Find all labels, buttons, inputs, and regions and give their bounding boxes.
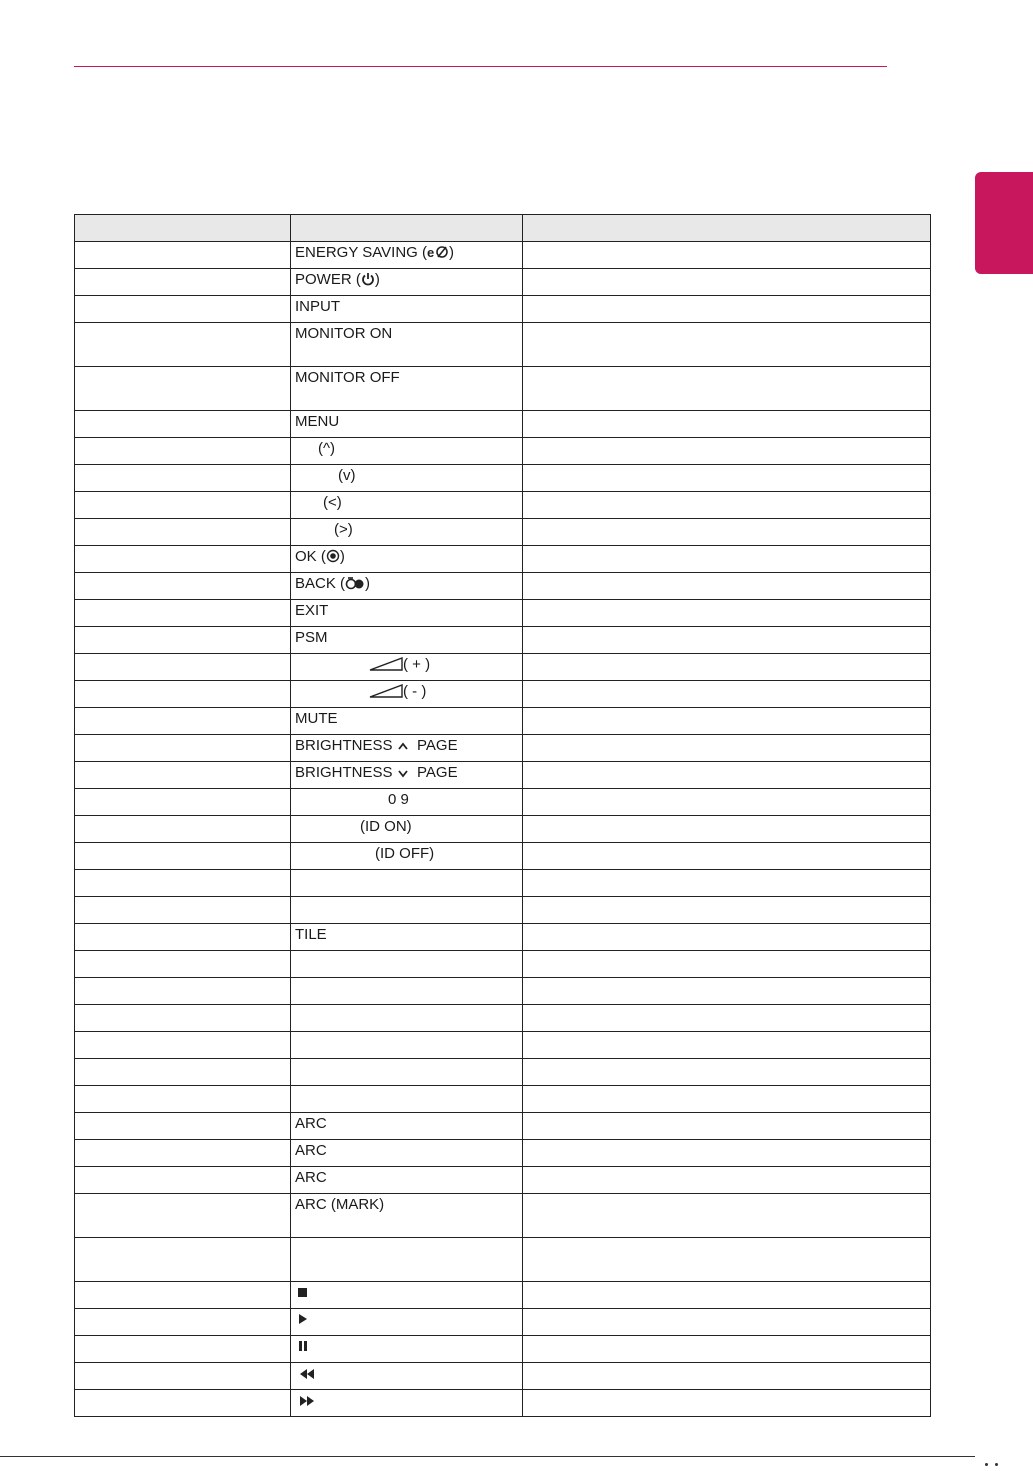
remote-code-table <box>74 214 931 1417</box>
command-key-cell <box>291 411 523 438</box>
table-cell <box>523 843 931 870</box>
table-cell <box>523 924 931 951</box>
table-row <box>75 978 931 1005</box>
command-key-label: MONITOR ON <box>295 325 393 342</box>
table-row <box>75 438 931 465</box>
table-cell <box>523 627 931 654</box>
footer-rule <box>0 1456 975 1457</box>
table-row <box>75 242 931 269</box>
table-cell <box>523 1336 931 1363</box>
stop-icon <box>295 1284 307 1301</box>
table-cell <box>75 519 291 546</box>
command-key-label: EXIT <box>295 602 329 619</box>
table-cell <box>523 1363 931 1390</box>
language-tab <box>975 172 1033 274</box>
command-key-label: 0 9 <box>388 791 409 808</box>
table-cell <box>75 546 291 573</box>
table-header-row <box>75 215 931 242</box>
table-cell <box>523 1059 931 1086</box>
command-key-cell <box>291 1140 523 1167</box>
table-row <box>75 546 931 573</box>
header-cell <box>523 215 931 242</box>
table-cell <box>523 762 931 789</box>
command-key-cell <box>291 1194 523 1238</box>
table-cell <box>75 681 291 708</box>
svg-text:e: e <box>426 245 435 259</box>
command-key-cell <box>291 296 523 323</box>
command-key-label: (v) <box>338 467 356 484</box>
command-key-label: PSM <box>295 629 328 646</box>
command-key-cell <box>291 897 523 924</box>
command-key-cell <box>291 367 523 411</box>
table-cell <box>523 654 931 681</box>
table-cell <box>523 1309 931 1336</box>
command-key-label: ARC <box>295 1142 327 1159</box>
table-cell <box>75 1113 291 1140</box>
table-row <box>75 1113 931 1140</box>
command-key-suffix: ) <box>448 244 454 261</box>
command-key-cell <box>291 1282 523 1309</box>
command-key-cell <box>291 492 523 519</box>
table-cell <box>523 897 931 924</box>
table-cell <box>523 816 931 843</box>
table-cell <box>75 438 291 465</box>
table-cell <box>75 978 291 1005</box>
table-cell <box>75 870 291 897</box>
table-cell <box>523 789 931 816</box>
table-cell <box>523 1167 931 1194</box>
ok-target-icon <box>326 548 340 565</box>
command-key-cell <box>291 1238 523 1282</box>
table-row <box>75 600 931 627</box>
table-cell <box>75 492 291 519</box>
command-key-cell <box>291 269 523 296</box>
command-key-cell <box>291 924 523 951</box>
energy-saving-icon <box>427 244 449 261</box>
table-cell <box>75 1363 291 1390</box>
table-cell <box>523 411 931 438</box>
command-key-cell <box>291 519 523 546</box>
table-row <box>75 870 931 897</box>
table-row <box>75 1390 931 1417</box>
table-row <box>75 762 931 789</box>
table-cell <box>75 367 291 411</box>
command-key-cell <box>291 242 523 269</box>
table-cell <box>75 735 291 762</box>
command-key-suffix: ) <box>365 575 371 592</box>
header-cell <box>75 215 291 242</box>
table-row <box>75 1309 931 1336</box>
table-row <box>75 1086 931 1113</box>
command-key-cell <box>291 681 523 708</box>
table-row <box>75 654 931 681</box>
table-cell <box>75 1140 291 1167</box>
table-cell <box>523 438 931 465</box>
chevron-up-icon <box>397 737 409 754</box>
command-key-cell <box>291 1059 523 1086</box>
table-row <box>75 1238 931 1282</box>
command-key-label: MENU <box>295 413 340 430</box>
command-key-label: POWER ( <box>295 271 361 288</box>
table-cell <box>523 242 931 269</box>
table-cell <box>75 1238 291 1282</box>
table-cell <box>523 1032 931 1059</box>
table-cell <box>523 465 931 492</box>
command-key-cell <box>291 546 523 573</box>
play-icon <box>295 1311 307 1328</box>
command-key-cell <box>291 600 523 627</box>
command-key-cell <box>291 1167 523 1194</box>
table-cell <box>75 1309 291 1336</box>
table-cell <box>75 1336 291 1363</box>
table-cell <box>523 573 931 600</box>
table-cell <box>75 816 291 843</box>
table-cell <box>523 870 931 897</box>
table-cell <box>75 465 291 492</box>
table-cell <box>75 1032 291 1059</box>
command-key-label: OK ( <box>295 548 326 565</box>
table-row <box>75 789 931 816</box>
table-row <box>75 1363 931 1390</box>
table-row <box>75 573 931 600</box>
table-cell <box>75 654 291 681</box>
volume-ramp-icon <box>369 683 403 700</box>
chevron-down-icon <box>397 764 409 781</box>
command-key-cell <box>291 870 523 897</box>
fast-forward-icon <box>295 1392 315 1409</box>
command-key-cell <box>291 843 523 870</box>
table-cell <box>75 242 291 269</box>
command-key-suffix: PAGE <box>408 764 458 781</box>
table-row <box>75 1005 931 1032</box>
command-key-cell <box>291 1113 523 1140</box>
command-key-cell <box>291 654 523 681</box>
table-cell <box>75 323 291 367</box>
command-key-label: (^) <box>318 440 336 457</box>
table-cell <box>75 1005 291 1032</box>
table-row <box>75 627 931 654</box>
command-key-cell <box>291 1086 523 1113</box>
command-key-cell <box>291 762 523 789</box>
table-cell <box>75 924 291 951</box>
table-cell <box>523 1005 931 1032</box>
power-icon <box>361 271 375 288</box>
table-cell <box>523 1194 931 1238</box>
table-cell <box>75 1059 291 1086</box>
command-key-cell <box>291 627 523 654</box>
table-row <box>75 1282 931 1309</box>
command-key-cell <box>291 1363 523 1390</box>
command-key-label: ( - ) <box>403 683 427 700</box>
command-key-cell <box>291 789 523 816</box>
table-cell <box>75 1194 291 1238</box>
table-row <box>75 411 931 438</box>
volume-ramp-icon <box>369 656 403 673</box>
table-cell <box>523 978 931 1005</box>
table-cell <box>75 296 291 323</box>
table-row <box>75 367 931 411</box>
table-row <box>75 897 931 924</box>
table-cell <box>523 367 931 411</box>
table-cell <box>523 1282 931 1309</box>
table-cell <box>523 269 931 296</box>
command-key-label: (>) <box>334 521 353 538</box>
table-row <box>75 708 931 735</box>
table-row <box>75 269 931 296</box>
command-key-cell <box>291 573 523 600</box>
table-row <box>75 1167 931 1194</box>
table-row <box>75 465 931 492</box>
command-key-label: ARC <box>295 1115 327 1132</box>
table-row <box>75 323 931 367</box>
table-cell <box>75 708 291 735</box>
command-key-label: MONITOR OFF <box>295 369 400 386</box>
table-row <box>75 681 931 708</box>
table-cell <box>75 789 291 816</box>
table-cell <box>523 735 931 762</box>
table-cell <box>75 897 291 924</box>
command-key-cell <box>291 1390 523 1417</box>
command-key-suffix: PAGE <box>408 737 458 754</box>
command-key-label: BACK ( <box>295 575 346 592</box>
table-cell <box>523 323 931 367</box>
command-key-cell <box>291 1005 523 1032</box>
back-arrow-icon <box>345 575 365 592</box>
command-key-suffix: ) <box>339 548 345 565</box>
table-cell <box>75 1282 291 1309</box>
table-cell <box>75 600 291 627</box>
table-cell <box>75 951 291 978</box>
table-cell <box>523 1390 931 1417</box>
table-cell <box>523 1238 931 1282</box>
table-cell <box>75 1086 291 1113</box>
command-key-label: (ID OFF) <box>375 845 435 862</box>
table-row <box>75 296 931 323</box>
table-row <box>75 1032 931 1059</box>
table-cell <box>75 1390 291 1417</box>
command-key-suffix: ) <box>374 271 380 288</box>
command-key-cell <box>291 1336 523 1363</box>
command-key-label: ARC <box>295 1169 327 1186</box>
table-cell <box>75 627 291 654</box>
table-row <box>75 951 931 978</box>
table-cell <box>523 681 931 708</box>
table-cell <box>75 762 291 789</box>
command-key-label: MUTE <box>295 710 338 727</box>
command-key-label: ENERGY SAVING ( <box>295 244 427 261</box>
rewind-icon <box>295 1365 315 1382</box>
command-key-label: ARC (MARK) <box>295 1196 385 1213</box>
command-key-label: ( + ) <box>403 656 431 673</box>
table-cell <box>523 1140 931 1167</box>
header-rule <box>74 66 887 67</box>
table-row <box>75 735 931 762</box>
table-row <box>75 1140 931 1167</box>
table-row <box>75 519 931 546</box>
table-row <box>75 1059 931 1086</box>
command-key-cell <box>291 465 523 492</box>
command-key-cell <box>291 978 523 1005</box>
header-cell <box>291 215 523 242</box>
table-cell <box>75 573 291 600</box>
command-key-label: INPUT <box>295 298 340 315</box>
table-cell <box>523 600 931 627</box>
table-row <box>75 492 931 519</box>
command-key-cell <box>291 816 523 843</box>
command-key-cell <box>291 1309 523 1336</box>
command-key-label: (<) <box>323 494 342 511</box>
table-cell <box>75 411 291 438</box>
table-cell <box>523 951 931 978</box>
table-row <box>75 924 931 951</box>
command-key-cell <box>291 438 523 465</box>
table-cell <box>523 1086 931 1113</box>
command-key-label: BRIGHTNESS <box>295 737 397 754</box>
command-key-label: BRIGHTNESS <box>295 764 397 781</box>
pause-icon <box>295 1338 309 1355</box>
table-cell <box>523 708 931 735</box>
table-row <box>75 816 931 843</box>
command-key-cell <box>291 951 523 978</box>
command-key-cell <box>291 323 523 367</box>
table-cell <box>523 492 931 519</box>
footer-dots <box>985 1453 1015 1457</box>
command-key-label: (ID ON) <box>360 818 412 835</box>
table-row <box>75 1336 931 1363</box>
command-key-label: TILE <box>295 926 327 943</box>
table-cell <box>75 843 291 870</box>
table-cell <box>523 519 931 546</box>
table-cell <box>523 1113 931 1140</box>
table-cell <box>75 269 291 296</box>
table-cell <box>523 546 931 573</box>
command-key-cell <box>291 1032 523 1059</box>
table-row <box>75 1194 931 1238</box>
table-row <box>75 843 931 870</box>
table-cell <box>523 296 931 323</box>
table-cell <box>75 1167 291 1194</box>
command-key-cell <box>291 708 523 735</box>
command-key-cell <box>291 735 523 762</box>
